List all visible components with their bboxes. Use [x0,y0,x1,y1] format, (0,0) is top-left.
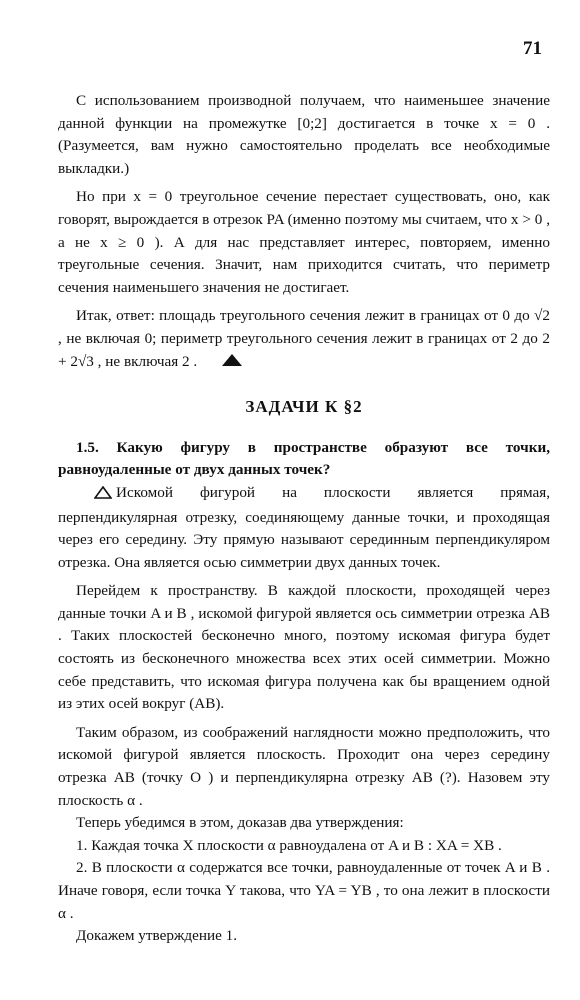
answer-text: Итак, ответ: площадь треугольного сечения лежит в границах от 0 до √2 , не включая 0; периметр треугольного сечения лежит в границах от 2 до 2 + 2√3 , не включая 2 . [58,307,550,370]
open-triangle-icon [76,484,112,507]
paragraph-space-case: Перейдем к пространству. В каждой плоскости, проходящей через данные точки A и B , искомой фигурой является ось симметрии отрезка AB . Таких плоскостей бесконечно много, поэтому искомая фигура будет состоять из бесконечного множества всех этих осей симметрии. Можно себе представить, что искомая фигура получена как бы вращением одной из этих осей вокруг (AB). [58,582,550,713]
page-body [58,90,550,948]
page-number: 71 [523,38,542,59]
plane-case-text: Искомой фигурой на плоскости является прямая, перпендикулярная отрезку, соединяющему данные точки, и проходящая через его середину. Эту прямую называют серединным перпендикуляром отрезка. Она является осью симметрии двух данных точек. [58,483,550,571]
paragraph-plane-case [58,482,550,574]
paragraph-answer [58,305,550,374]
paragraph-derivative: С использованием производной получаем, что наименьшее значение данной функции на промежутке [0;2] достигается в точке x = 0 . (Разумеется, вам нужно самостоятельно проделать все необходимые выкладки.) [58,92,550,177]
paragraph-prove-claim-1: Докажем утверждение 1. [76,927,238,945]
problem-statement: 1.5. Какую фигуру в пространстве образуют все точки, равноудаленные от двух данных точек? [58,438,550,479]
paragraph-claim-1: 1. Каждая точка X плоскости α равноудалена от A и B : XA = XB . [76,836,502,854]
filled-triangle-icon [203,352,243,375]
paragraph-conjecture: Таким образом, из соображений наглядности можно предположить, что искомой фигурой является плоскость. Проходит она через середину отрезка AB (точку O ) и перпендикулярна отрезку AB (?). Назовем эту плоскость α . [58,723,550,809]
section-heading: ЗАДАЧИ К §2 [245,397,363,417]
paragraph-degenerate-section: Но при x = 0 треугольное сечение перестает существовать, оно, как говорят, вырождается в отрезок PA (именно поэтому мы считаем, что x > 0 , а не x ≥ 0 ). А для нас представляет интерес, повторяем, именно треугольные сечения. Значит, нам приходится считать, что периметр сечения наименьшего значения не достигает. [58,188,550,296]
paragraph-two-claims: Теперь убедимся в этом, доказав два утверждения: [76,814,404,832]
paragraph-claim-2: 2. В плоскости α содержатся все точки, равноудаленные от точек A и B . Иначе говоря, если точка Y такова, что YA = YB , то она лежит в плоскости α . [58,859,550,922]
